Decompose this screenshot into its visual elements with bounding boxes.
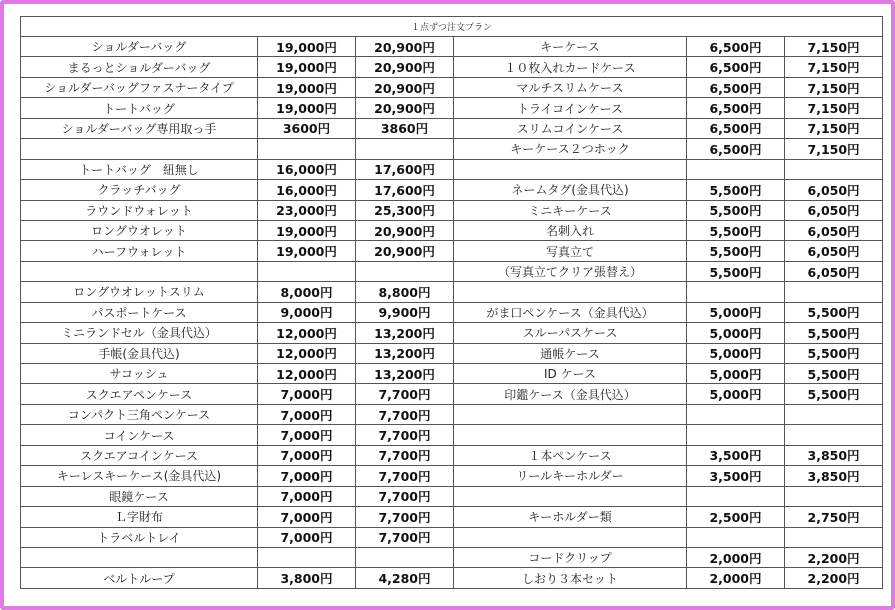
left-price-excl-tax: 7,000円 [258, 384, 356, 404]
right-price-incl-tax: 2,200円 [785, 547, 883, 567]
right-item-name: スルーパスケース [454, 323, 687, 343]
right-price-incl-tax: 2,200円 [785, 568, 883, 588]
left-price-excl-tax [258, 139, 356, 159]
left-item-name: コンパクト三角ペンケース [21, 404, 258, 424]
right-price-incl-tax: 3,850円 [785, 466, 883, 486]
left-price-incl-tax: 20,900円 [356, 37, 454, 57]
right-price-excl-tax: 6,500円 [687, 37, 785, 57]
left-price-incl-tax [356, 139, 454, 159]
left-price-excl-tax: 19,000円 [258, 241, 356, 261]
right-price-excl-tax: 5,500円 [687, 241, 785, 261]
left-item-name: コインケース [21, 425, 258, 445]
left-item-name: ショルダーバッグファスナータイプ [21, 77, 258, 97]
right-price-incl-tax: 7,150円 [785, 139, 883, 159]
table-row [21, 466, 883, 486]
left-price-incl-tax: 7,700円 [356, 404, 454, 424]
right-price-excl-tax: 6,500円 [687, 77, 785, 97]
left-item-name: ミニランドセル（金具代込） [21, 323, 258, 343]
right-item-name [454, 425, 687, 445]
right-price-excl-tax: 6,500円 [687, 139, 785, 159]
right-price-excl-tax [687, 159, 785, 179]
left-price-incl-tax: 20,900円 [356, 220, 454, 240]
right-price-excl-tax: 3,500円 [687, 445, 785, 465]
right-price-incl-tax: 6,050円 [785, 241, 883, 261]
table-row [21, 384, 883, 404]
left-price-excl-tax: 3,800円 [258, 568, 356, 588]
left-price-excl-tax: 16,000円 [258, 180, 356, 200]
left-price-incl-tax: 20,900円 [356, 98, 454, 118]
right-price-excl-tax: 5,000円 [687, 302, 785, 322]
left-price-excl-tax: 12,000円 [258, 343, 356, 363]
right-item-name: トライコインケース [454, 98, 687, 118]
left-item-name: 手帳(金具代込) [21, 343, 258, 363]
left-item-name: スクエアペンケース [21, 384, 258, 404]
right-price-incl-tax: 7,150円 [785, 77, 883, 97]
table-title: １点ずつ注文プラン [21, 17, 883, 37]
left-item-name: 眼鏡ケース [21, 486, 258, 506]
left-price-excl-tax: 8,000円 [258, 282, 356, 302]
right-price-incl-tax [785, 404, 883, 424]
right-item-name: しおり３本セット [454, 568, 687, 588]
left-price-excl-tax: 9,000円 [258, 302, 356, 322]
left-price-excl-tax: 12,000円 [258, 323, 356, 343]
right-item-name: 名刺入れ [454, 220, 687, 240]
table-row [21, 159, 883, 179]
table-header-row [21, 17, 883, 37]
left-item-name [21, 261, 258, 281]
table-row [21, 220, 883, 240]
right-item-name: 写真立て [454, 241, 687, 261]
left-item-name: ハーフウォレット [21, 241, 258, 261]
table-row [21, 98, 883, 118]
left-item-name: サコッシュ [21, 364, 258, 384]
left-price-incl-tax: 17,600円 [356, 159, 454, 179]
left-item-name: ロングウオレット [21, 220, 258, 240]
right-price-incl-tax: 5,500円 [785, 302, 883, 322]
right-price-excl-tax: 2,000円 [687, 547, 785, 567]
right-item-name [454, 159, 687, 179]
price-table-body [21, 17, 883, 589]
right-price-excl-tax [687, 486, 785, 506]
left-item-name: ベルトループ [21, 568, 258, 588]
right-item-name: 印鑑ケース（金具代込） [454, 384, 687, 404]
table-row [21, 323, 883, 343]
right-price-excl-tax: 6,500円 [687, 98, 785, 118]
left-price-incl-tax: 13,200円 [356, 343, 454, 363]
right-item-name: １本ペンケース [454, 445, 687, 465]
right-price-incl-tax: 5,500円 [785, 343, 883, 363]
left-item-name: トラベルトレイ [21, 527, 258, 547]
right-price-incl-tax: 6,050円 [785, 220, 883, 240]
right-price-incl-tax: 6,050円 [785, 261, 883, 281]
left-price-excl-tax: 23,000円 [258, 200, 356, 220]
left-price-excl-tax: 19,000円 [258, 77, 356, 97]
left-price-incl-tax: 7,700円 [356, 466, 454, 486]
right-item-name: リールキーホルダー [454, 466, 687, 486]
right-price-excl-tax: 5,000円 [687, 384, 785, 404]
right-item-name: スリムコインケース [454, 118, 687, 138]
left-price-excl-tax: 7,000円 [258, 404, 356, 424]
right-price-incl-tax: 5,500円 [785, 364, 883, 384]
left-price-excl-tax [258, 261, 356, 281]
right-price-excl-tax [687, 282, 785, 302]
right-item-name: ミニキーケース [454, 200, 687, 220]
right-item-name: キーケース２つホック [454, 139, 687, 159]
right-price-incl-tax: 6,050円 [785, 200, 883, 220]
left-item-name: スクエアコインケース [21, 445, 258, 465]
left-price-incl-tax: 7,700円 [356, 486, 454, 506]
table-row [21, 364, 883, 384]
table-row [21, 527, 883, 547]
right-price-excl-tax [687, 404, 785, 424]
right-price-incl-tax: 2,750円 [785, 507, 883, 527]
right-price-excl-tax: 2,000円 [687, 568, 785, 588]
right-price-excl-tax: 5,500円 [687, 261, 785, 281]
right-price-excl-tax: 5,000円 [687, 343, 785, 363]
right-item-name: ID ケース [454, 364, 687, 384]
table-row [21, 282, 883, 302]
left-price-incl-tax: 4,280円 [356, 568, 454, 588]
right-price-incl-tax: 3,850円 [785, 445, 883, 465]
table-row [21, 486, 883, 506]
left-price-excl-tax: 19,000円 [258, 37, 356, 57]
left-price-excl-tax: 7,000円 [258, 486, 356, 506]
left-price-excl-tax: 7,000円 [258, 527, 356, 547]
right-price-incl-tax [785, 425, 883, 445]
left-price-incl-tax: 20,900円 [356, 241, 454, 261]
left-price-incl-tax [356, 261, 454, 281]
table-row [21, 507, 883, 527]
right-price-incl-tax: 7,150円 [785, 118, 883, 138]
table-row [21, 77, 883, 97]
right-price-incl-tax [785, 527, 883, 547]
left-price-incl-tax: 17,600円 [356, 180, 454, 200]
right-item-name: ネームタグ(金具代込) [454, 180, 687, 200]
right-price-excl-tax: 5,000円 [687, 323, 785, 343]
left-price-incl-tax: 7,700円 [356, 527, 454, 547]
right-item-name: キーホルダー類 [454, 507, 687, 527]
left-price-incl-tax: 8,800円 [356, 282, 454, 302]
left-item-name [21, 139, 258, 159]
right-item-name: （写真立てクリア張替え） [454, 261, 687, 281]
price-table [20, 16, 883, 589]
left-price-excl-tax: 19,000円 [258, 57, 356, 77]
left-price-incl-tax: 13,200円 [356, 323, 454, 343]
right-price-incl-tax: 5,500円 [785, 323, 883, 343]
table-row [21, 404, 883, 424]
left-item-name: ロングウオレットスリム [21, 282, 258, 302]
left-price-excl-tax: 7,000円 [258, 445, 356, 465]
right-item-name: 通帳ケース [454, 343, 687, 363]
table-row [21, 425, 883, 445]
table-row [21, 445, 883, 465]
left-item-name: トートバッグ 紐無し [21, 159, 258, 179]
table-row [21, 118, 883, 138]
right-price-incl-tax [785, 486, 883, 506]
table-row [21, 343, 883, 363]
left-price-excl-tax: 19,000円 [258, 98, 356, 118]
right-item-name [454, 527, 687, 547]
left-item-name: パスポートケース [21, 302, 258, 322]
table-row [21, 568, 883, 588]
right-price-incl-tax: 7,150円 [785, 37, 883, 57]
table-row [21, 261, 883, 281]
table-row [21, 180, 883, 200]
table-row [21, 139, 883, 159]
left-price-excl-tax: 7,000円 [258, 466, 356, 486]
left-price-excl-tax: 3600円 [258, 118, 356, 138]
left-price-excl-tax: 12,000円 [258, 364, 356, 384]
left-item-name [21, 547, 258, 567]
right-item-name [454, 282, 687, 302]
right-price-excl-tax: 5,500円 [687, 220, 785, 240]
left-price-incl-tax: 13,200円 [356, 364, 454, 384]
right-item-name: がま口ペンケース（金具代込） [454, 302, 687, 322]
right-price-incl-tax: 7,150円 [785, 57, 883, 77]
left-item-name: まるっとショルダーバッグ [21, 57, 258, 77]
left-item-name: Ｌ字財布 [21, 507, 258, 527]
left-price-excl-tax: 7,000円 [258, 507, 356, 527]
left-price-incl-tax: 20,900円 [356, 77, 454, 97]
right-item-name [454, 404, 687, 424]
left-price-incl-tax: 7,700円 [356, 507, 454, 527]
left-price-incl-tax: 9,900円 [356, 302, 454, 322]
left-price-excl-tax: 7,000円 [258, 425, 356, 445]
right-item-name: キーケース [454, 37, 687, 57]
left-price-incl-tax: 25,300円 [356, 200, 454, 220]
left-price-incl-tax: 7,700円 [356, 384, 454, 404]
left-price-incl-tax [356, 547, 454, 567]
table-row [21, 57, 883, 77]
right-price-incl-tax [785, 159, 883, 179]
table-row [21, 302, 883, 322]
left-price-incl-tax: 3860円 [356, 118, 454, 138]
left-price-excl-tax [258, 547, 356, 567]
left-price-incl-tax: 20,900円 [356, 57, 454, 77]
right-price-excl-tax: 5,500円 [687, 200, 785, 220]
right-price-excl-tax [687, 527, 785, 547]
left-price-excl-tax: 16,000円 [258, 159, 356, 179]
left-price-incl-tax: 7,700円 [356, 445, 454, 465]
left-item-name: トートバッグ [21, 98, 258, 118]
right-price-incl-tax: 7,150円 [785, 98, 883, 118]
left-item-name: クラッチバッグ [21, 180, 258, 200]
right-price-excl-tax: 2,500円 [687, 507, 785, 527]
left-price-excl-tax: 19,000円 [258, 220, 356, 240]
table-row [21, 547, 883, 567]
right-price-excl-tax: 5,500円 [687, 180, 785, 200]
right-price-excl-tax [687, 425, 785, 445]
left-price-incl-tax: 7,700円 [356, 425, 454, 445]
right-price-excl-tax: 3,500円 [687, 466, 785, 486]
right-price-incl-tax [785, 282, 883, 302]
right-price-incl-tax: 6,050円 [785, 180, 883, 200]
left-item-name: ショルダーバッグ [21, 37, 258, 57]
right-item-name: １０枚入れカードケース [454, 57, 687, 77]
left-item-name: キーレスキーケース(金具代込) [21, 466, 258, 486]
right-item-name: マルチスリムケース [454, 77, 687, 97]
right-price-excl-tax: 5,000円 [687, 364, 785, 384]
right-price-excl-tax: 6,500円 [687, 57, 785, 77]
right-price-excl-tax: 6,500円 [687, 118, 785, 138]
right-item-name [454, 486, 687, 506]
left-item-name: ラウンドウォレット [21, 200, 258, 220]
table-row [21, 200, 883, 220]
right-price-incl-tax: 5,500円 [785, 384, 883, 404]
left-item-name: ショルダーバッグ専用取っ手 [21, 118, 258, 138]
right-item-name: コードクリップ [454, 547, 687, 567]
table-row [21, 37, 883, 57]
table-row [21, 241, 883, 261]
